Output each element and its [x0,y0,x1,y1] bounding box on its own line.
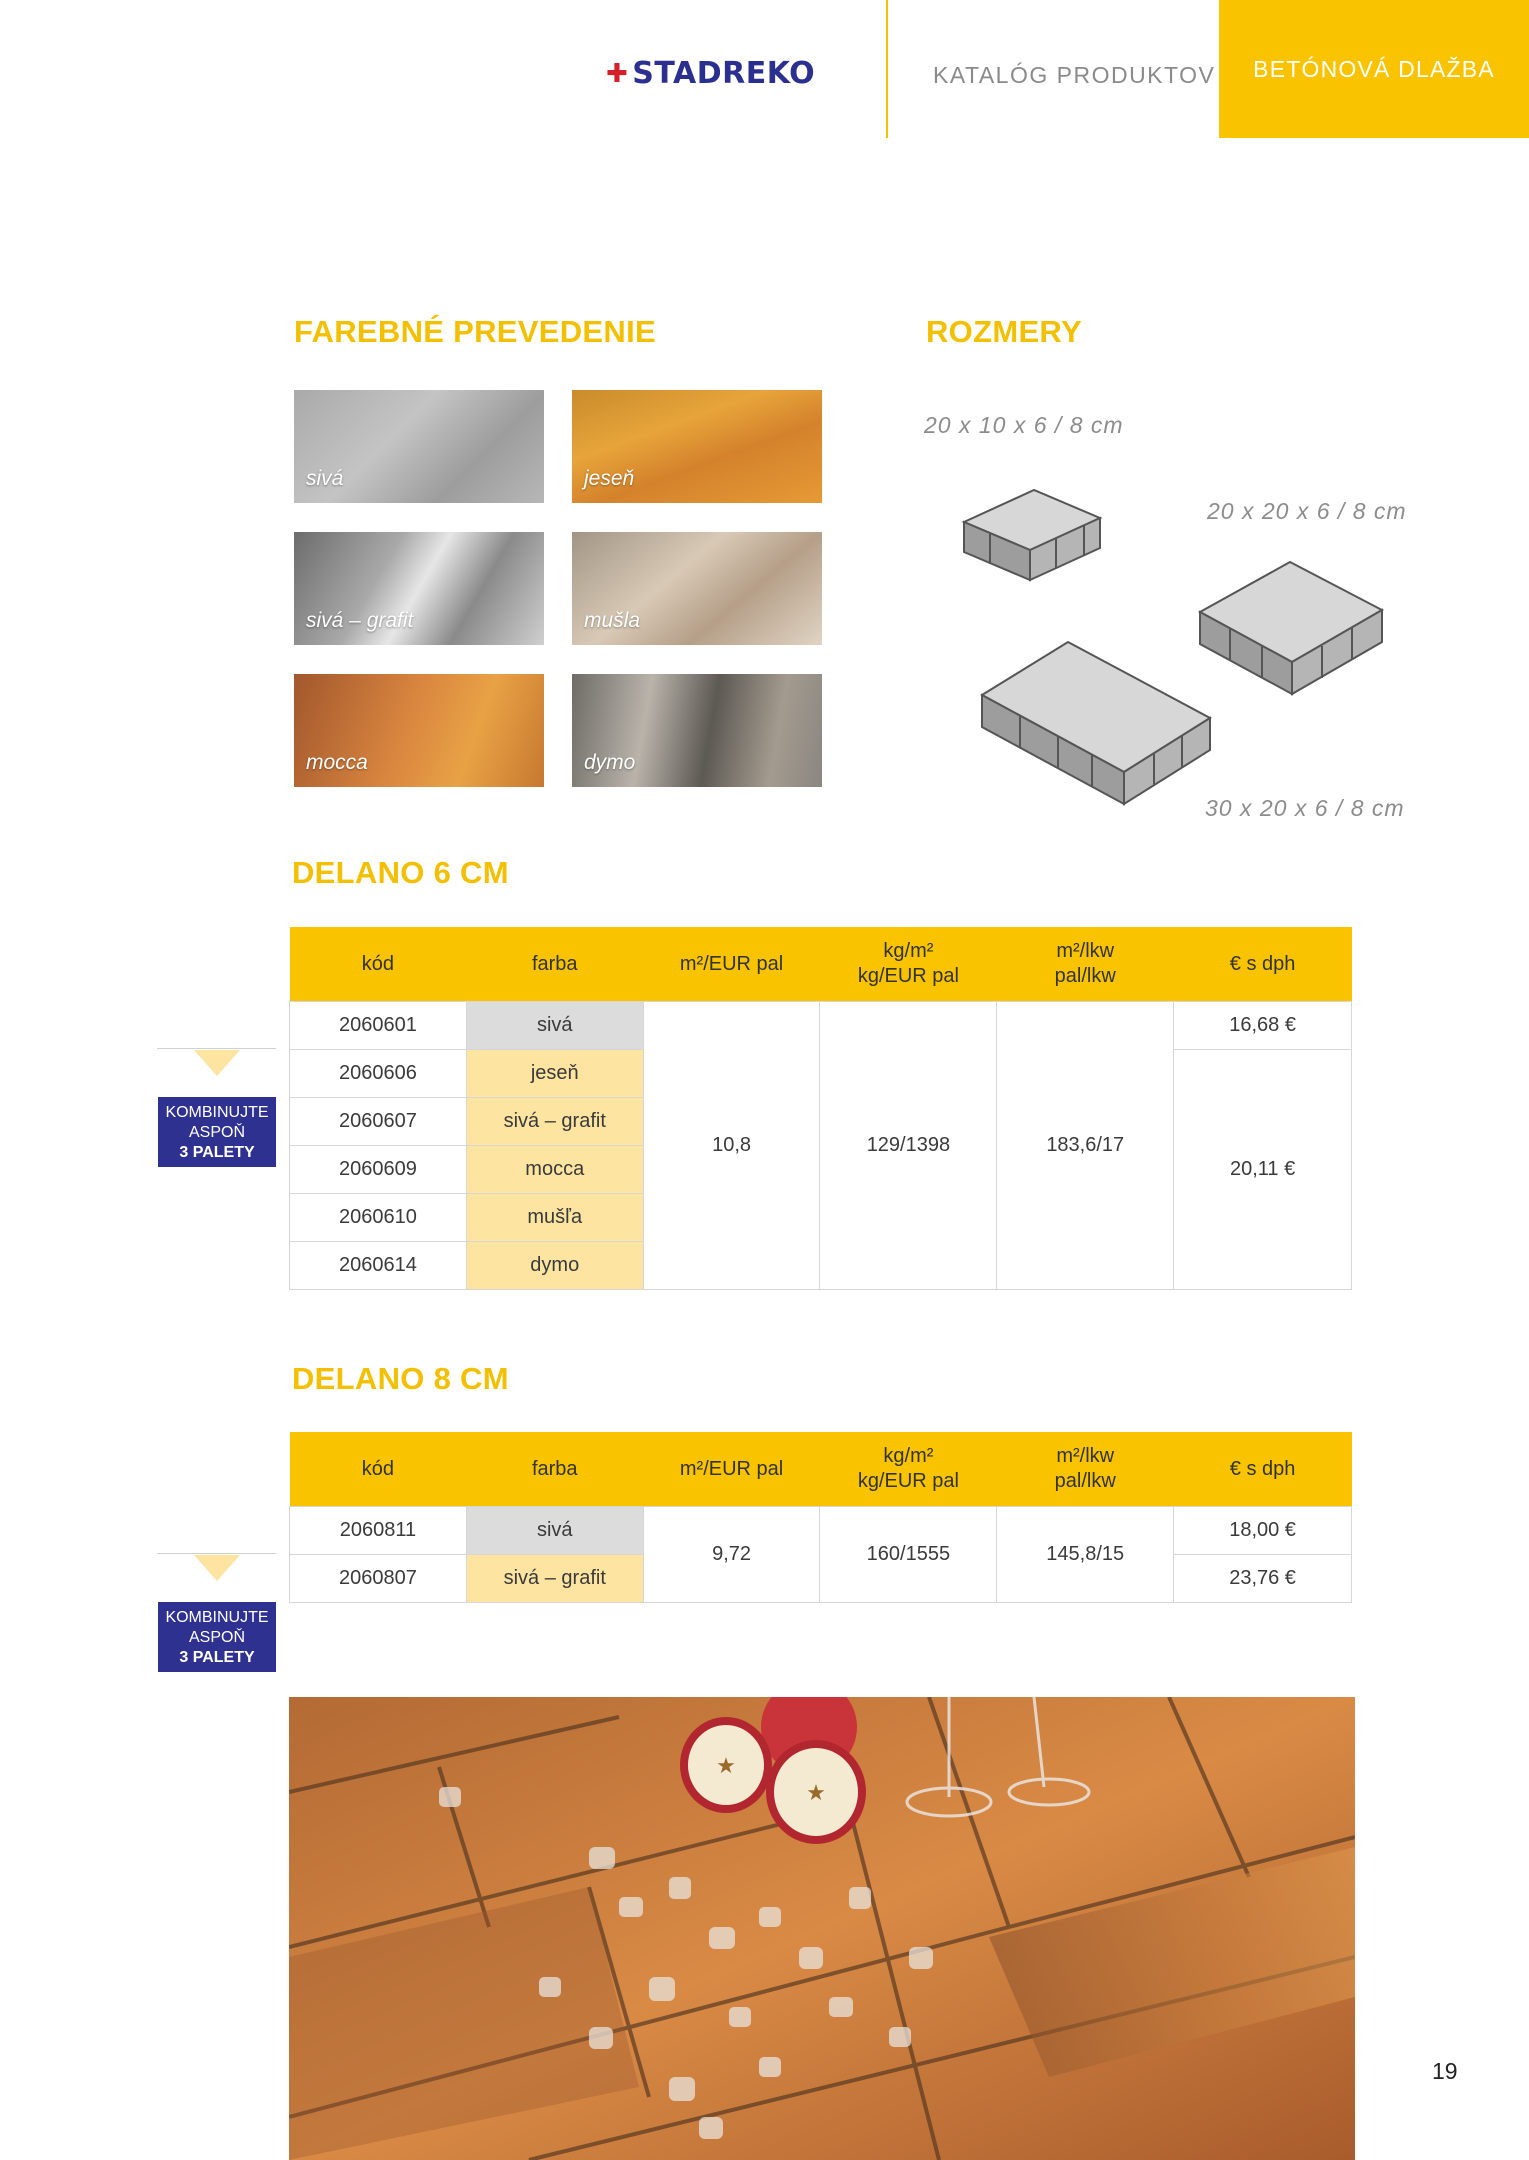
size-small: 20 x 10 x 6 / 8 cm [924,412,1124,438]
swatch-dymo [572,674,822,787]
cell-kod: 2060614 [290,1242,467,1290]
col-price: € s dph [1174,927,1352,1002]
cell-kod: 2060811 [290,1507,467,1555]
combine-badge [158,1097,276,1167]
col-lkw [997,1432,1174,1507]
swatch-jesen [572,390,822,503]
cell-lkw: 145,8/15 [997,1507,1174,1603]
col-lkw-line1: m²/lkw [1056,1445,1115,1467]
badge-line3: 3 PALETY [179,1144,255,1161]
table-header-row [290,927,1352,1002]
dimensions-heading: ROZMERY [926,314,1082,349]
badge-line1: KOMBINUJTE [165,1609,269,1626]
badge-arrow-icon [194,1050,240,1076]
table-header-row [290,1432,1352,1507]
svg-text:★: ★ [716,1754,736,1779]
swatch-label: sivá – grafit [306,609,414,632]
cell-kod: 2060601 [290,1002,467,1050]
cell-m2-pal: 9,72 [643,1507,820,1603]
cell-price: 20,11 € [1174,1050,1352,1290]
col-kg-line2: kg/EUR pal [857,965,959,987]
cell-price: 23,76 € [1174,1555,1352,1603]
cell-kod: 2060606 [290,1050,467,1098]
delano8-table [289,1432,1352,1603]
section-label: BETÓNOVÁ DLAŽBA [1253,55,1495,82]
delano8-heading: DELANO 8 CM [292,1361,509,1396]
col-kg-line2: kg/EUR pal [857,1470,959,1492]
delano6-table [289,927,1352,1290]
brand-mark-icon: ✚ [606,58,629,89]
col-price: € s dph [1174,1432,1352,1507]
brand-logo [606,56,815,91]
product-photo [289,1697,1355,2160]
svg-text:★: ★ [806,1781,826,1806]
section-tab [1219,0,1529,138]
col-kod: kód [290,927,467,1002]
col-m2-pal: m²/EUR pal [643,1432,820,1507]
swatch-label: mocca [306,751,368,774]
cell-kg: 160/1555 [820,1507,997,1603]
swatch-label: sivá [306,467,344,490]
cell-lkw: 183,6/17 [997,1002,1174,1290]
combine-badge [158,1602,276,1672]
cell-farba: dymo [466,1242,643,1290]
paving-photo-illustration [289,1697,1355,2160]
swatch-musla [572,532,822,645]
col-m2-pal: m²/EUR pal [643,927,820,1002]
col-lkw-line2: pal/lkw [1054,965,1116,987]
badge-rule [157,1048,276,1049]
cell-price: 18,00 € [1174,1507,1352,1555]
cell-kod: 2060610 [290,1194,467,1242]
col-kg-line1: kg/m² [883,940,934,962]
swatch-label: dymo [584,751,636,774]
paver-large-icon [982,642,1210,804]
cell-farba: mušľa [466,1194,643,1242]
colors-heading: FAREBNÉ PREVEDENIE [294,314,656,349]
cell-farba: sivá – grafit [466,1098,643,1146]
paver-square-icon [1200,562,1382,694]
cell-m2-pal: 10,8 [643,1002,820,1290]
cell-farba: sivá [466,1002,643,1050]
col-kod: kód [290,1432,467,1507]
col-lkw [997,927,1174,1002]
swatch-label: mušla [584,609,641,632]
cell-farba: sivá [466,1507,643,1555]
col-farba: farba [466,1432,643,1507]
delano6-heading: DELANO 6 CM [292,855,509,890]
cell-kg: 129/1398 [820,1002,997,1290]
catalog-label: KATALÓG PRODUKTOV [933,62,1216,88]
paver-small-icon [964,490,1100,580]
table-row [290,1002,1352,1050]
badge-rule [157,1553,276,1554]
page-number: 19 [1432,2058,1458,2084]
cell-farba: jeseň [466,1050,643,1098]
col-farba: farba [466,927,643,1002]
size-large: 30 x 20 x 6 / 8 cm [1205,795,1405,821]
col-lkw-line2: pal/lkw [1054,1470,1116,1492]
swatch-label: jeseň [584,467,635,490]
col-kg [820,1432,997,1507]
swatch-siva [294,390,544,503]
table-row [290,1507,1352,1555]
col-kg [820,927,997,1002]
badge-line2: ASPOŇ [188,1124,245,1141]
badge-line3: 3 PALETY [179,1649,255,1666]
col-kg-line1: kg/m² [883,1445,934,1467]
paver-illustrations [950,470,1400,820]
badge-arrow-icon [194,1555,240,1581]
cell-farba: sivá – grafit [466,1555,643,1603]
swatch-mocca [294,674,544,787]
col-lkw-line1: m²/lkw [1056,940,1115,962]
cell-kod: 2060607 [290,1098,467,1146]
badge-line2: ASPOŇ [188,1629,245,1646]
header-divider [886,0,888,138]
brand-name: STADREKO [632,56,816,91]
cell-price: 16,68 € [1174,1002,1352,1050]
cell-farba: mocca [466,1146,643,1194]
cell-kod: 2060609 [290,1146,467,1194]
size-square: 20 x 20 x 6 / 8 cm [1207,498,1407,524]
swatch-siva-grafit [294,532,544,645]
cell-kod: 2060807 [290,1555,467,1603]
badge-line1: KOMBINUJTE [165,1104,269,1121]
